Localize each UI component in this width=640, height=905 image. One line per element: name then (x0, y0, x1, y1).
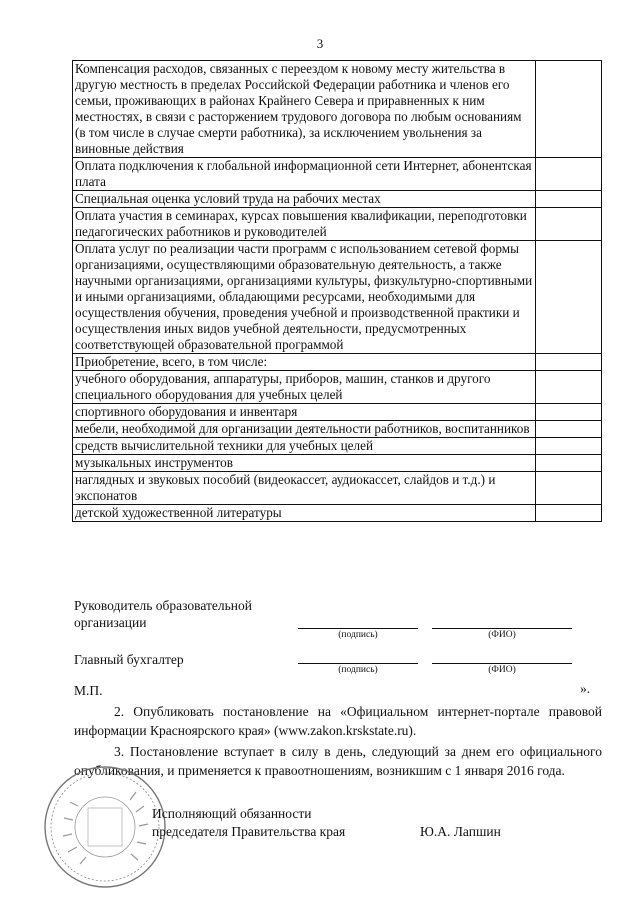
row-label: детской художественной литературы (73, 505, 536, 522)
official-seal-icon (40, 762, 170, 892)
row-value-cell (536, 61, 602, 158)
row-value-cell (536, 158, 602, 191)
signer-title-line1: Исполняющий обязанности (152, 806, 312, 821)
table-row (73, 158, 602, 191)
row-value-cell (536, 208, 602, 241)
accountant-name-line (432, 663, 572, 664)
signer-title-line2: председателя Правительства края (152, 824, 346, 839)
table-row (73, 191, 602, 208)
row-value-cell (536, 421, 602, 438)
row-label: музыкальных инструментов (73, 455, 536, 472)
signer-name: Ю.А. Лапшин (420, 824, 501, 839)
row-label: Оплата участия в семинарах, курсах повышения квалификации, переподготовки педагогических работников и руководителей (73, 208, 536, 241)
row-value-cell (536, 371, 602, 404)
row-value-cell (536, 191, 602, 208)
row-label: Компенсация расходов, связанных с переездом к новому месту жительства в другую местность в пределах Российской Федерации работника и членов его семьи, проживающих в районах Крайнего Севера и приравненных к ним местностях, в связи с расторжением трудового договора по любым основаниям (в том числе в случае смерти работника), за исключением увольнения за виновные действия (73, 61, 536, 158)
row-label: наглядных и звуковых пособий (видеокассет, аудиокассет, слайдов и т.д.) и экспонатов (73, 472, 536, 505)
accountant-name-caption: (ФИО) (488, 665, 516, 675)
table-row (73, 208, 602, 241)
table-row (73, 455, 602, 472)
closing-quote: ». (580, 681, 591, 696)
head-label-line2: организации (74, 615, 147, 630)
row-value-cell (536, 505, 602, 522)
expense-table (72, 60, 602, 522)
stamp-place-label: М.П. (74, 683, 103, 698)
row-label: мебели, необходимой для организации деятельности работников, воспитанников (73, 421, 536, 438)
table-row (73, 404, 602, 421)
row-value-cell (536, 455, 602, 472)
row-label: Оплата подключения к глобальной информационной сети Интернет, абонентская плата (73, 158, 536, 191)
table-row (73, 421, 602, 438)
row-label: Приобретение, всего, в том числе: (73, 354, 536, 371)
row-label: средств вычислительной техники для учебных целей (73, 438, 536, 455)
row-label: спортивного оборудования и инвентаря (73, 404, 536, 421)
table-row (73, 472, 602, 505)
row-label: Оплата услуг по реализации части программ с использованием сетевой формы организациями, осуществляющими образовательную деятельность, а также научными организациями, организациями культуры, физкультурно-спортивными и иными организациями, обладающими ресурсами, необходимыми для осуществления обучения, проведения учебной и производственной практики и осуществления иных видов учебной деятельности, предусмотренных соответствующей образовательной программой (73, 241, 536, 354)
accountant-signature-line (298, 663, 418, 664)
head-signature-caption: (подпись) (338, 630, 378, 640)
row-value-cell (536, 404, 602, 421)
head-label-line1: Руководитель образовательной (74, 598, 252, 613)
row-value-cell (536, 472, 602, 505)
accountant-signature-caption: (подпись) (338, 665, 378, 675)
table-row (73, 354, 602, 371)
table-row (73, 61, 602, 158)
paragraph-3: 3. Постановление вступает в силу в день, следующий за днем его официального опубликования, и применяется к правоотношениям, возникшим с 1 января 2016 года. (74, 744, 602, 778)
row-label: учебного оборудования, аппаратуры, приборов, машин, станков и другого специального оборудования для учебных целей (73, 371, 536, 404)
accountant-label: Главный бухгалтер (74, 652, 184, 667)
head-name-line (432, 628, 572, 629)
row-value-cell (536, 354, 602, 371)
head-name-caption: (ФИО) (488, 630, 516, 640)
table-row (73, 241, 602, 354)
page-number: 3 (316, 36, 324, 51)
row-value-cell (536, 241, 602, 354)
table-row (73, 371, 602, 404)
table-row (73, 505, 602, 522)
row-value-cell (536, 438, 602, 455)
head-signature-line (298, 628, 418, 629)
row-label: Специальная оценка условий труда на рабочих местах (73, 191, 536, 208)
paragraph-2: 2. Опубликовать постановление на «Официальном интернет-портале правовой информации Красноярского края» (www.zakon.krskstate.ru). (74, 704, 602, 738)
table-row (73, 438, 602, 455)
